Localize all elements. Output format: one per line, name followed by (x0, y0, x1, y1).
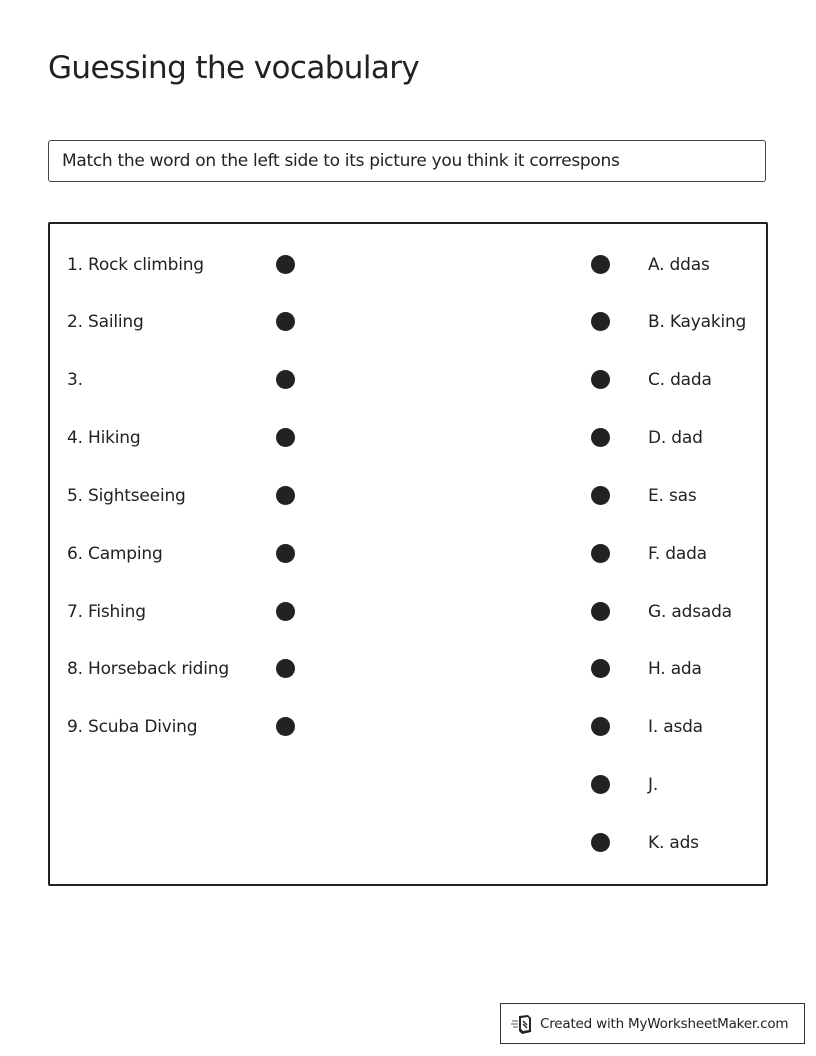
page-title: Guessing the vocabulary (48, 50, 420, 86)
left-item-label: 5. Sightseeing (67, 486, 186, 506)
right-match-dot[interactable] (591, 659, 610, 678)
right-item-label: D. dad (648, 428, 703, 448)
left-item-label: 7. Fishing (67, 602, 146, 622)
right-match-dot[interactable] (591, 255, 610, 274)
right-row-k (50, 831, 766, 855)
right-row-a (50, 253, 766, 277)
created-with-text: Created with MyWorksheetMaker.com (540, 1015, 789, 1032)
left-item-label: 4. Hiking (67, 428, 141, 448)
right-match-dot[interactable] (591, 370, 610, 389)
left-item-label: 2. Sailing (67, 312, 144, 332)
left-item-label: 9. Scuba Diving (67, 717, 198, 737)
right-row-j (50, 773, 766, 797)
right-row-e (50, 484, 766, 508)
matching-exercise-box (48, 222, 768, 886)
instructions-box: Match the word on the left side to its picture you think it correspons (48, 140, 766, 182)
right-item-label: J. (648, 775, 659, 795)
left-item-label: 6. Camping (67, 544, 163, 564)
created-with-badge[interactable] (500, 1003, 805, 1044)
right-match-dot[interactable] (591, 544, 610, 563)
right-item-label: A. ddas (648, 255, 710, 275)
left-item-label: 1. Rock climbing (67, 255, 204, 275)
right-item-label: G. adsada (648, 602, 732, 622)
left-item-label: 3. (67, 370, 83, 390)
right-row-g (50, 600, 766, 624)
right-match-dot[interactable] (591, 833, 610, 852)
right-item-label: I. asda (648, 717, 703, 737)
right-match-dot[interactable] (591, 602, 610, 621)
right-row-f (50, 542, 766, 566)
right-item-label: K. ads (648, 833, 699, 853)
right-item-label: C. dada (648, 370, 712, 390)
right-row-i (50, 715, 766, 739)
right-row-h (50, 657, 766, 681)
right-row-c (50, 368, 766, 392)
right-match-dot[interactable] (591, 486, 610, 505)
worksheet-maker-logo-icon (511, 1013, 533, 1035)
right-match-dot[interactable] (591, 428, 610, 447)
right-match-dot[interactable] (591, 312, 610, 331)
right-item-label: H. ada (648, 659, 702, 679)
right-item-label: F. dada (648, 544, 707, 564)
left-item-label: 8. Horseback riding (67, 659, 229, 679)
right-item-label: E. sas (648, 486, 697, 506)
right-item-label: B. Kayaking (648, 312, 747, 332)
right-row-d (50, 426, 766, 450)
right-match-dot[interactable] (591, 717, 610, 736)
right-match-dot[interactable] (591, 775, 610, 794)
right-row-b (50, 310, 766, 334)
